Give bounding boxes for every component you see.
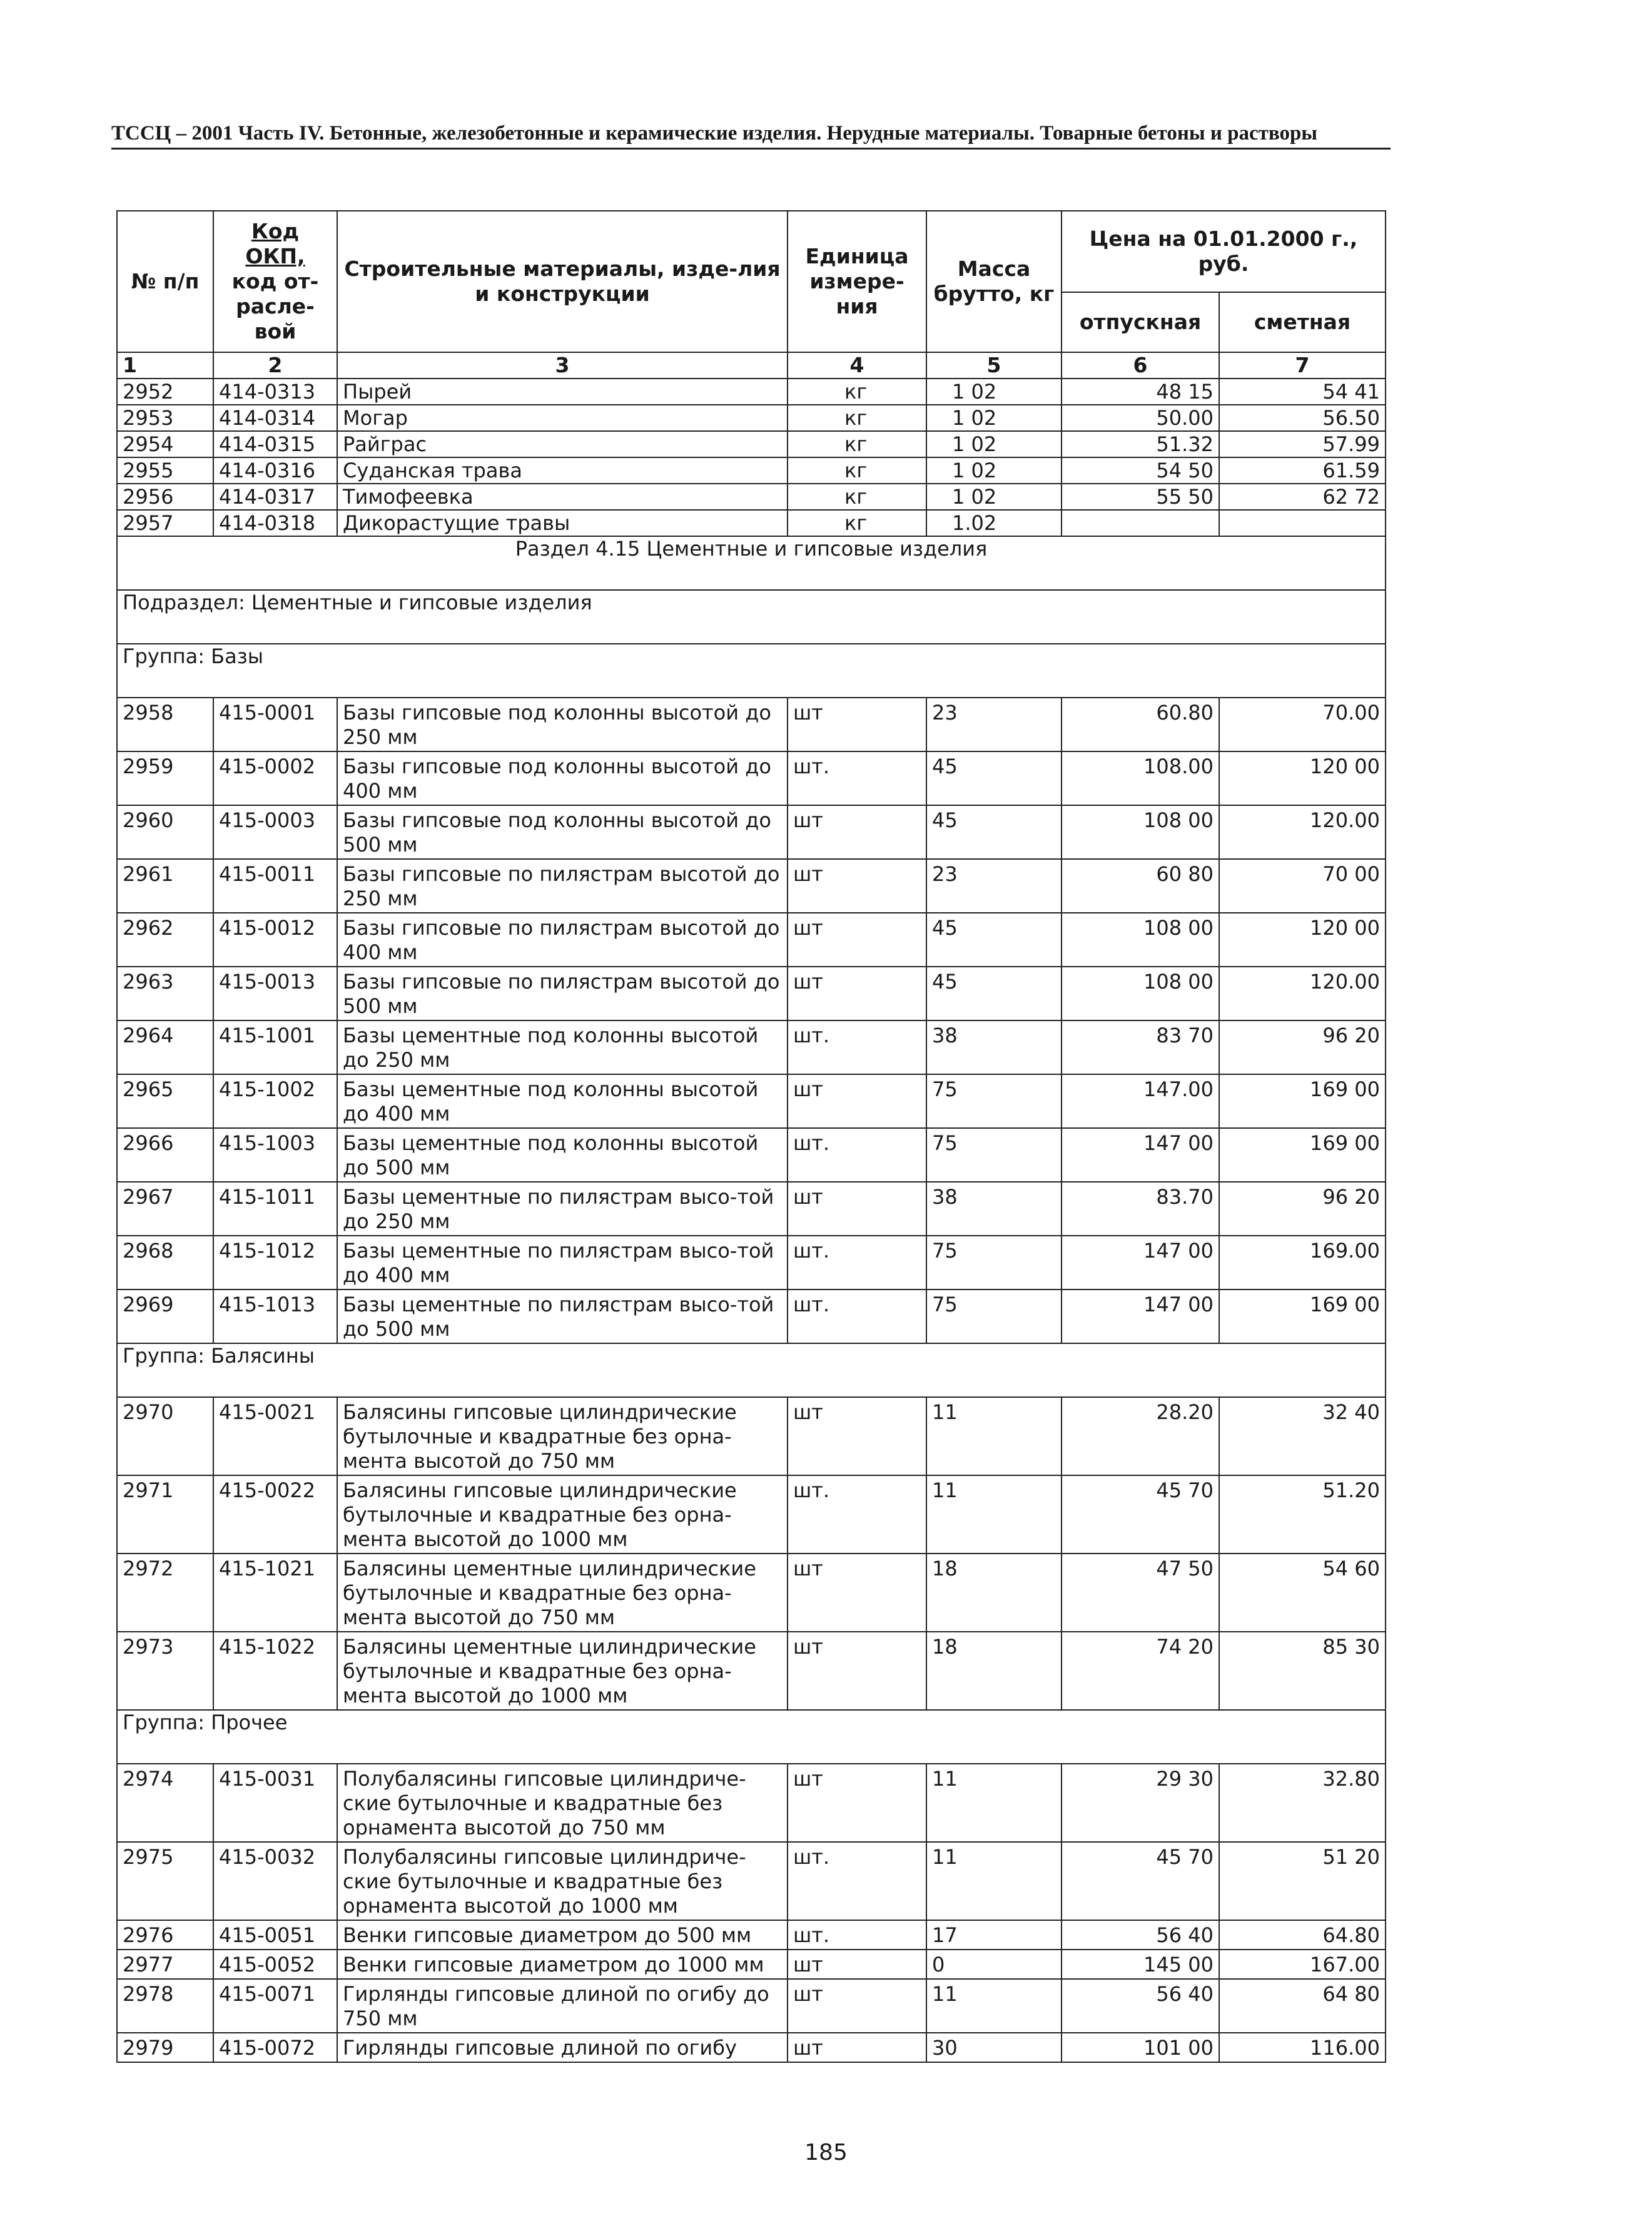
- col-header-price: Цена на 01.01.2000 г., руб.: [1062, 211, 1386, 292]
- group-title-row: [117, 644, 1386, 698]
- row-price-release: 51.32: [1062, 431, 1219, 457]
- row-price-estimate: 120.00: [1219, 805, 1386, 859]
- row-price-release: 45 70: [1062, 1842, 1219, 1920]
- table-row: [117, 859, 1386, 913]
- row-price-release: 60.80: [1062, 698, 1219, 751]
- row-name: Балясины цементные цилиндрические бутылочные и квадратные без орна-мента высотой до 1000 мм: [337, 1632, 788, 1710]
- row-unit: кг: [788, 457, 926, 484]
- row-number: 2971: [117, 1475, 213, 1554]
- row-code: 415-0032: [213, 1842, 337, 1920]
- row-mass: 30: [926, 2033, 1062, 2062]
- row-mass: 0: [926, 1950, 1062, 1979]
- section-title-row: [117, 536, 1386, 590]
- row-mass: 23: [926, 859, 1062, 913]
- column-number-row: [117, 352, 1386, 379]
- row-price-estimate: [1219, 510, 1386, 536]
- table-row: [117, 913, 1386, 967]
- row-price-release: 108.00: [1062, 751, 1219, 805]
- row-code: 415-0011: [213, 859, 337, 913]
- row-price-estimate: 167.00: [1219, 1950, 1386, 1979]
- row-price-release: 147 00: [1062, 1236, 1219, 1289]
- col-header-price-estimate: сметная: [1219, 292, 1386, 352]
- row-code: 415-0012: [213, 913, 337, 967]
- row-price-estimate: 64.80: [1219, 1920, 1386, 1950]
- row-number: 2975: [117, 1842, 213, 1920]
- row-unit: шт: [788, 2033, 926, 2062]
- col-number: 1: [117, 352, 213, 379]
- row-unit: шт.: [788, 1236, 926, 1289]
- row-price-release: 56 40: [1062, 1979, 1219, 2033]
- row-price-estimate: 57.99: [1219, 431, 1386, 457]
- row-unit: шт.: [788, 1475, 926, 1554]
- row-number: 2974: [117, 1764, 213, 1842]
- table-row: [117, 1128, 1386, 1182]
- running-header: ТССЦ – 2001 Часть IV. Бетонные, железобетонные и керамические изделия. Нерудные материалы. Товарные бетоны и растворы: [111, 122, 1391, 150]
- row-name: Венки гипсовые диаметром до 500 мм: [337, 1920, 788, 1950]
- table-row: [117, 1764, 1386, 1842]
- row-unit: шт: [788, 698, 926, 751]
- row-mass: 38: [926, 1020, 1062, 1074]
- row-number: 2969: [117, 1289, 213, 1343]
- row-price-release: 147 00: [1062, 1128, 1219, 1182]
- row-code: 415-1012: [213, 1236, 337, 1289]
- group-title-row: [117, 1343, 1386, 1397]
- row-code: 415-1013: [213, 1289, 337, 1343]
- row-name: Базы гипсовые по пилястрам высотой до 400 мм: [337, 913, 788, 967]
- row-name: Балясины гипсовые цилиндрические бутылочные и квадратные без орна-мента высотой до 750 мм: [337, 1397, 788, 1475]
- row-price-estimate: 169.00: [1219, 1236, 1386, 1289]
- row-number: 2979: [117, 2033, 213, 2062]
- row-unit: шт: [788, 1554, 926, 1632]
- row-price-estimate: 54 41: [1219, 379, 1386, 405]
- row-number: 2954: [117, 431, 213, 457]
- row-number: 2976: [117, 1920, 213, 1950]
- row-price-release: 83 70: [1062, 1020, 1219, 1074]
- row-unit: шт: [788, 1764, 926, 1842]
- row-mass: 45: [926, 805, 1062, 859]
- row-unit: шт: [788, 1397, 926, 1475]
- row-mass: 45: [926, 967, 1062, 1020]
- row-number: 2957: [117, 510, 213, 536]
- row-mass: 11: [926, 1842, 1062, 1920]
- table-row: [117, 1842, 1386, 1920]
- row-price-estimate: 169 00: [1219, 1074, 1386, 1128]
- row-price-release: 45 70: [1062, 1475, 1219, 1554]
- row-price-estimate: 56.50: [1219, 405, 1386, 431]
- table-row: [117, 751, 1386, 805]
- row-mass: 45: [926, 913, 1062, 967]
- table-row: [117, 1979, 1386, 2033]
- row-price-release: 108 00: [1062, 805, 1219, 859]
- group-title-row: [117, 1710, 1386, 1764]
- col-number: 5: [926, 352, 1062, 379]
- row-name: Базы гипсовые под колонны высотой до 500 мм: [337, 805, 788, 859]
- row-name: Гирлянды гипсовые длиной по огибу до 750 мм: [337, 1979, 788, 2033]
- row-name: Базы цементные под колонны высотой до 400 мм: [337, 1074, 788, 1128]
- row-number: 2970: [117, 1397, 213, 1475]
- row-code: 415-0051: [213, 1920, 337, 1950]
- row-mass: 1 02: [926, 457, 1062, 484]
- col-number: 6: [1062, 352, 1219, 379]
- row-code: 415-0003: [213, 805, 337, 859]
- row-name: Тимофеевка: [337, 484, 788, 510]
- row-code: 414-0317: [213, 484, 337, 510]
- row-code: 415-1003: [213, 1128, 337, 1182]
- row-name: Полубалясины гипсовые цилиндриче-ские бутылочные и квадратные без орнамента высотой до 1000 мм: [337, 1842, 788, 1920]
- row-name: Базы гипсовые по пилястрам высотой до 250 мм: [337, 859, 788, 913]
- row-unit: шт: [788, 859, 926, 913]
- row-price-release: 83.70: [1062, 1182, 1219, 1236]
- row-number: 2961: [117, 859, 213, 913]
- row-unit: шт.: [788, 751, 926, 805]
- table-row: [117, 805, 1386, 859]
- row-price-estimate: 51 20: [1219, 1842, 1386, 1920]
- row-mass: 17: [926, 1920, 1062, 1950]
- row-price-estimate: 120 00: [1219, 913, 1386, 967]
- subsection-title: Подраздел: Цементные и гипсовые изделия: [117, 590, 1386, 644]
- row-unit: кг: [788, 484, 926, 510]
- row-code: 415-1022: [213, 1632, 337, 1710]
- row-mass: 38: [926, 1182, 1062, 1236]
- row-unit: кг: [788, 379, 926, 405]
- table-row: [117, 698, 1386, 751]
- row-unit: кг: [788, 510, 926, 536]
- table-row: [117, 1397, 1386, 1475]
- col-header-unit: Единица измере-ния: [788, 211, 926, 352]
- table-row: [117, 1074, 1386, 1128]
- col-header-price-release: отпускная: [1062, 292, 1219, 352]
- row-price-estimate: 169 00: [1219, 1128, 1386, 1182]
- table-body: [117, 379, 1386, 2062]
- row-mass: 75: [926, 1074, 1062, 1128]
- table-row: [117, 1020, 1386, 1074]
- col-number: 4: [788, 352, 926, 379]
- row-price-release: 54 50: [1062, 457, 1219, 484]
- row-price-release: 108 00: [1062, 967, 1219, 1020]
- row-mass: 18: [926, 1554, 1062, 1632]
- table-row: [117, 1554, 1386, 1632]
- col-header-mass: Масса брутто, кг: [926, 211, 1062, 352]
- row-mass: 75: [926, 1289, 1062, 1343]
- row-price-release: 56 40: [1062, 1920, 1219, 1950]
- row-name: Базы цементные под колонны высотой до 500 мм: [337, 1128, 788, 1182]
- row-mass: 23: [926, 698, 1062, 751]
- row-mass: 1 02: [926, 379, 1062, 405]
- row-price-estimate: 51.20: [1219, 1475, 1386, 1554]
- row-code: 415-0022: [213, 1475, 337, 1554]
- row-unit: шт.: [788, 1289, 926, 1343]
- row-price-release: [1062, 510, 1219, 536]
- row-unit: шт: [788, 913, 926, 967]
- row-number: 2964: [117, 1020, 213, 1074]
- row-price-release: 50.00: [1062, 405, 1219, 431]
- table-row: [117, 484, 1386, 510]
- row-number: 2953: [117, 405, 213, 431]
- row-name: Дикорастущие травы: [337, 510, 788, 536]
- row-mass: 11: [926, 1475, 1062, 1554]
- row-code: 414-0313: [213, 379, 337, 405]
- row-price-estimate: 85 30: [1219, 1632, 1386, 1710]
- row-price-release: 108 00: [1062, 913, 1219, 967]
- row-price-estimate: 54 60: [1219, 1554, 1386, 1632]
- table-row: [117, 431, 1386, 457]
- row-price-estimate: 62 72: [1219, 484, 1386, 510]
- row-mass: 11: [926, 1979, 1062, 2033]
- row-price-estimate: 64 80: [1219, 1979, 1386, 2033]
- row-mass: 11: [926, 1764, 1062, 1842]
- row-name: Базы цементные по пилястрам высо-той до 250 мм: [337, 1182, 788, 1236]
- table-row: [117, 967, 1386, 1020]
- col-number: 7: [1219, 352, 1386, 379]
- row-code: 415-0002: [213, 751, 337, 805]
- table-row: [117, 2033, 1386, 2062]
- row-unit: шт: [788, 967, 926, 1020]
- table-row: [117, 1289, 1386, 1343]
- row-name: Базы гипсовые под колонны высотой до 250 мм: [337, 698, 788, 751]
- row-number: 2978: [117, 1979, 213, 2033]
- row-number: 2967: [117, 1182, 213, 1236]
- row-unit: кг: [788, 431, 926, 457]
- row-name: Базы гипсовые под колонны высотой до 400 мм: [337, 751, 788, 805]
- row-code: 415-0031: [213, 1764, 337, 1842]
- row-code: 415-0021: [213, 1397, 337, 1475]
- row-number: 2955: [117, 457, 213, 484]
- table-row: [117, 510, 1386, 536]
- row-price-release: 47 50: [1062, 1554, 1219, 1632]
- row-name: Базы цементные по пилястрам высо-той до 400 мм: [337, 1236, 788, 1289]
- row-price-estimate: 70 00: [1219, 859, 1386, 913]
- table-row: [117, 1920, 1386, 1950]
- col-header-code: [213, 211, 337, 352]
- section-title: Раздел 4.15 Цементные и гипсовые изделия: [117, 536, 1386, 590]
- row-number: 2952: [117, 379, 213, 405]
- row-number: 2960: [117, 805, 213, 859]
- row-name: Полубалясины гипсовые цилиндриче-ские бутылочные и квадратные без орнамента высотой до 750 мм: [337, 1764, 788, 1842]
- row-name: Райграс: [337, 431, 788, 457]
- row-unit: шт: [788, 805, 926, 859]
- row-code: 414-0314: [213, 405, 337, 431]
- row-price-release: 48 15: [1062, 379, 1219, 405]
- row-name: Пырей: [337, 379, 788, 405]
- col-header-name: Строительные материалы, изде-лия и конструкции: [337, 211, 788, 352]
- row-price-estimate: 116.00: [1219, 2033, 1386, 2062]
- row-name: Суданская трава: [337, 457, 788, 484]
- row-unit: шт: [788, 1182, 926, 1236]
- row-price-estimate: 70.00: [1219, 698, 1386, 751]
- row-code: 414-0315: [213, 431, 337, 457]
- row-code: 415-1011: [213, 1182, 337, 1236]
- row-price-estimate: 120.00: [1219, 967, 1386, 1020]
- col-header-num: № п/п: [117, 211, 213, 352]
- row-price-estimate: 96 20: [1219, 1182, 1386, 1236]
- row-name: Базы цементные под колонны высотой до 250 мм: [337, 1020, 788, 1074]
- row-number: 2977: [117, 1950, 213, 1979]
- group-title: Группа: Базы: [117, 644, 1386, 698]
- table-row: [117, 1475, 1386, 1554]
- row-unit: шт.: [788, 1842, 926, 1920]
- row-number: 2958: [117, 698, 213, 751]
- row-price-release: 147.00: [1062, 1074, 1219, 1128]
- row-price-release: 145 00: [1062, 1950, 1219, 1979]
- page-number: 185: [804, 2140, 848, 2165]
- col-number: 2: [213, 352, 337, 379]
- row-name: Базы цементные по пилястрам высо-той до 500 мм: [337, 1289, 788, 1343]
- row-mass: 75: [926, 1128, 1062, 1182]
- row-price-estimate: 32.80: [1219, 1764, 1386, 1842]
- table-row: [117, 1236, 1386, 1289]
- row-code: 415-0013: [213, 967, 337, 1020]
- row-code: 415-0072: [213, 2033, 337, 2062]
- row-name: Гирлянды гипсовые длиной по огибу: [337, 2033, 788, 2062]
- row-name: Могар: [337, 405, 788, 431]
- row-number: 2968: [117, 1236, 213, 1289]
- row-name: Балясины гипсовые цилиндрические бутылочные и квадратные без орна-мента высотой до 1000 мм: [337, 1475, 788, 1554]
- row-mass: 18: [926, 1632, 1062, 1710]
- table-row: [117, 405, 1386, 431]
- row-mass: 1 02: [926, 484, 1062, 510]
- row-unit: кг: [788, 405, 926, 431]
- row-code: 414-0318: [213, 510, 337, 536]
- row-number: 2966: [117, 1128, 213, 1182]
- row-number: 2959: [117, 751, 213, 805]
- row-price-estimate: 61.59: [1219, 457, 1386, 484]
- row-name: Балясины цементные цилиндрические бутылочные и квадратные без орна-мента высотой до 750 мм: [337, 1554, 788, 1632]
- col-header-code-okp: Код ОКП,: [245, 219, 305, 268]
- row-code: 415-0071: [213, 1979, 337, 2033]
- row-unit: шт.: [788, 1128, 926, 1182]
- row-price-estimate: 120 00: [1219, 751, 1386, 805]
- col-number: 3: [337, 352, 788, 379]
- row-mass: 1.02: [926, 510, 1062, 536]
- row-unit: шт: [788, 1074, 926, 1128]
- row-number: 2972: [117, 1554, 213, 1632]
- row-code: 415-1001: [213, 1020, 337, 1074]
- group-title: Группа: Балясины: [117, 1343, 1386, 1397]
- group-title: Группа: Прочее: [117, 1710, 1386, 1764]
- row-price-release: 55 50: [1062, 484, 1219, 510]
- row-number: 2963: [117, 967, 213, 1020]
- row-price-estimate: 32 40: [1219, 1397, 1386, 1475]
- row-price-release: 74 20: [1062, 1632, 1219, 1710]
- row-code: 415-1002: [213, 1074, 337, 1128]
- row-price-release: 101 00: [1062, 2033, 1219, 2062]
- row-code: 415-0001: [213, 698, 337, 751]
- row-unit: шт: [788, 1950, 926, 1979]
- subsection-title-row: [117, 590, 1386, 644]
- row-number: 2962: [117, 913, 213, 967]
- table-header: [117, 211, 1386, 379]
- row-code: 415-1021: [213, 1554, 337, 1632]
- table-row: [117, 1182, 1386, 1236]
- row-number: 2973: [117, 1632, 213, 1710]
- row-price-release: 29 30: [1062, 1764, 1219, 1842]
- row-unit: шт.: [788, 1020, 926, 1074]
- col-header-code-branch: код от-расле-вой: [231, 269, 319, 343]
- row-price-estimate: 169 00: [1219, 1289, 1386, 1343]
- row-price-release: 147 00: [1062, 1289, 1219, 1343]
- price-table: [116, 210, 1386, 2063]
- row-price-estimate: 96 20: [1219, 1020, 1386, 1074]
- row-mass: 1 02: [926, 431, 1062, 457]
- row-mass: 75: [926, 1236, 1062, 1289]
- table-row: [117, 457, 1386, 484]
- row-number: 2956: [117, 484, 213, 510]
- row-code: 415-0052: [213, 1950, 337, 1979]
- row-unit: шт.: [788, 1920, 926, 1950]
- row-code: 414-0316: [213, 457, 337, 484]
- row-mass: 45: [926, 751, 1062, 805]
- table-row: [117, 379, 1386, 405]
- table-row: [117, 1632, 1386, 1710]
- row-mass: 11: [926, 1397, 1062, 1475]
- row-name: Базы гипсовые по пилястрам высотой до 500 мм: [337, 967, 788, 1020]
- row-unit: шт: [788, 1979, 926, 2033]
- row-price-release: 60 80: [1062, 859, 1219, 913]
- table-row: [117, 1950, 1386, 1979]
- row-unit: шт: [788, 1632, 926, 1710]
- row-number: 2965: [117, 1074, 213, 1128]
- row-mass: 1 02: [926, 405, 1062, 431]
- row-price-release: 28.20: [1062, 1397, 1219, 1475]
- row-name: Венки гипсовые диаметром до 1000 мм: [337, 1950, 788, 1979]
